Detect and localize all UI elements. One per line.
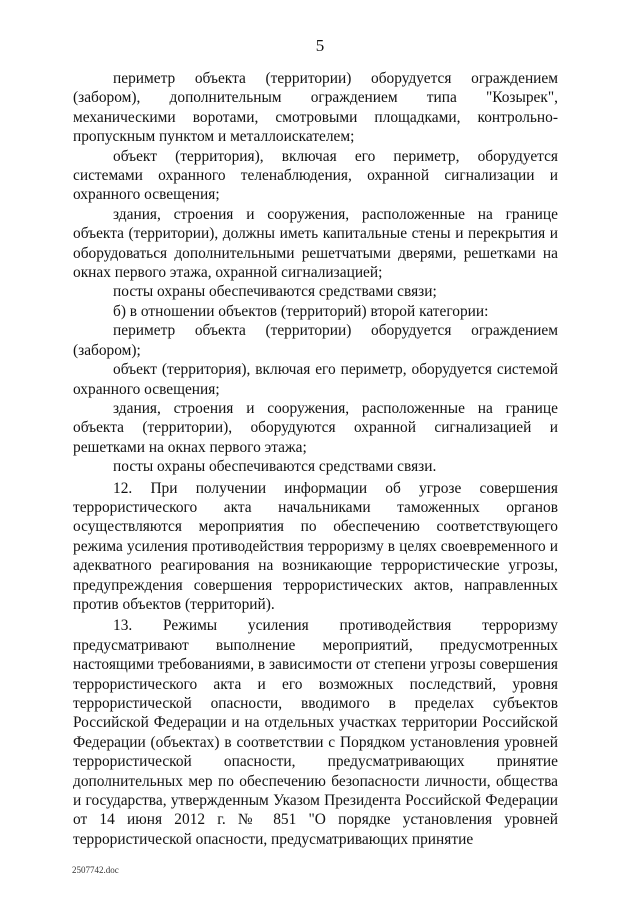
paragraph-surveillance-systems: объект (территория), включая его периметр, оборудуется системами охранного теленаблюдения, охранной сигнализации и охранного освещения; bbox=[73, 147, 558, 204]
paragraph-buildings-alarm: здания, строения и сооружения, расположенные на границе объекта (территории), оборудуются охранной сигнализацией и решетками на окнах первого этажа; bbox=[73, 399, 558, 456]
paragraph-second-category: б) в отношении объектов (территорий) второй категории: bbox=[113, 302, 489, 320]
page-number: 5 bbox=[315, 36, 325, 55]
paragraph-security-lighting: объект (территория), включая его периметр, оборудуется системой охранного освещения; bbox=[73, 361, 558, 398]
paragraph-item-13: 13. Режимы усиления противодействия терроризму предусматривают выполнение мероприятий, предусмотренных настоящими требованиями, в зависимости от степени угрозы совершения террористического акта и его возможных последствий, уровня террористической опасности, вводимого в пределах субъектов Российской Федерации и на отдельных участках территории Российской Федерации (объектах) в соответствии с Порядком установления уровней террористической опасности, предусматривающих принятие дополнительных мер по обеспечению безопасности личности, общества и государства, утвержденным Указом Президента Российской Федерации от 14 июня 2012 г. № 851 "О порядке установления уровней террористической опасности, предусматривающих принятие bbox=[73, 617, 558, 848]
paragraph-perimeter-fence-2: периметр объекта (территории) оборудуется ограждением (забором); bbox=[73, 322, 558, 359]
paragraph-item-12: 12. При получении информации об угрозе совершения террористического акта начальниками таможенных органов осуществляются мероприятия по обеспечению соответствующего режима усиления противодействия терроризму в целях своевременного и адекватного реагирования на возникающие террористические угрозы, предупреждения совершения террористических актов, направленных против объектов (территорий). bbox=[73, 479, 558, 613]
paragraph-perimeter-fence: периметр объекта (территории) оборудуется ограждением (забором), дополнительным ограждением типа "Козырек", механическими воротами, смотровыми площадками, контрольно-пропускным пунктом и металлоискателем; bbox=[73, 70, 558, 146]
document-body bbox=[73, 69, 558, 849]
paragraph-buildings-walls: здания, строения и сооружения, расположенные на границе объекта (территории), должны иметь капитальные стены и перекрытия и оборудоваться дополнительными решетчатыми дверями, решетками на окнах первого этажа, охранной сигнализацией; bbox=[73, 205, 558, 282]
file-name-footer: 2507742.doc bbox=[72, 865, 119, 875]
paragraph-guard-posts-comms-2: посты охраны обеспечиваются средствами связи. bbox=[113, 458, 437, 476]
paragraph-guard-posts-comms: посты охраны обеспечиваются средствами связи; bbox=[113, 283, 437, 301]
